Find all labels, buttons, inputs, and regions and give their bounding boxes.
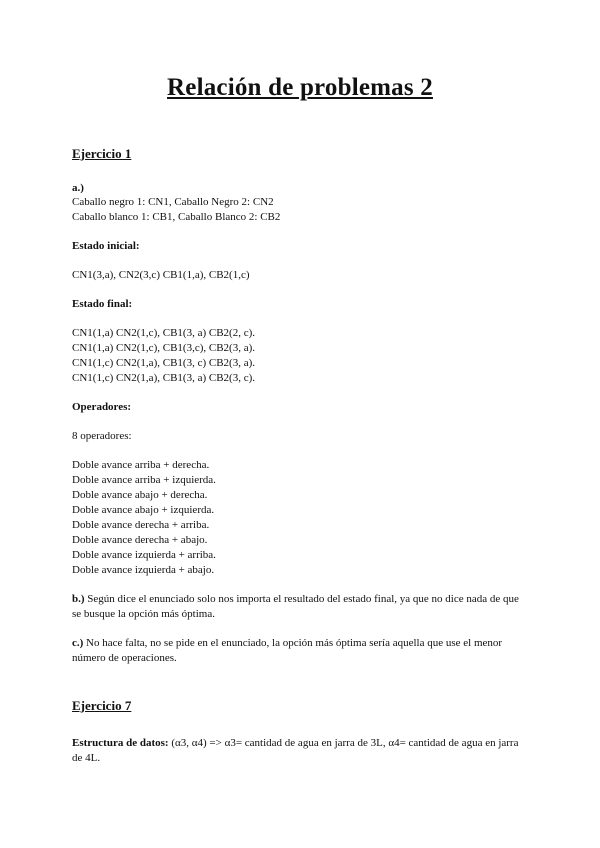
data-structure-text-cont: de 4L. — [72, 752, 101, 764]
operator-item: Doble avance arriba + izquierda. — [72, 474, 216, 486]
knight-definition-white: Caballo blanco 1: CB1, Caballo Blanco 2: CB2 — [72, 211, 281, 223]
data-structure-label: Estructura de datos: — [72, 737, 169, 749]
initial-state: CN1(3,a), CN2(3,c) CB1(1,a), CB2(1,c) — [72, 269, 250, 281]
part-c-text: No hace falta, no se pide en el enunciado, la opción más óptima sería aquella que use el menor — [86, 637, 503, 649]
operator-item: Doble avance derecha + arriba. — [72, 519, 210, 531]
data-structure-line — [72, 736, 518, 751]
exercise-7-heading: Ejercicio 7 — [72, 698, 132, 713]
final-state-line: CN1(1,c) CN2(1,a), CB1(3, c) CB2(3, a). — [72, 357, 255, 369]
final-state-line: CN1(1,c) CN2(1,a), CB1(3, a) CB2(3, c). — [72, 372, 255, 384]
part-c-text-cont: número de operaciones. — [72, 652, 177, 664]
operator-item: Doble avance izquierda + arriba. — [72, 549, 216, 561]
final-state-label: Estado final: — [72, 298, 133, 310]
knight-definition-black: Caballo negro 1: CN1, Caballo Negro 2: CN2 — [72, 196, 274, 208]
operator-item: Doble avance abajo + izquierda. — [72, 504, 215, 516]
part-b-text-cont: se busque la opción más óptima. — [72, 608, 215, 620]
part-b-label: b.) — [72, 593, 85, 605]
part-c-answer — [72, 636, 502, 651]
operator-item: Doble avance arriba + derecha. — [72, 459, 210, 471]
operators-label: Operadores: — [72, 401, 132, 413]
page-title: Relación de problemas 2 — [167, 74, 433, 101]
final-state-line: CN1(1,a) CN2(1,c), CB1(3,c), CB2(3, a). — [72, 342, 255, 354]
exercise-1-heading: Ejercicio 1 — [72, 146, 132, 161]
part-b-text: Según dice el enunciado solo nos importa el resultado del estado final, ya que no dice nada de que — [87, 593, 519, 605]
operator-item: Doble avance abajo + derecha. — [72, 489, 208, 501]
operator-item: Doble avance izquierda + abajo. — [72, 564, 215, 576]
initial-state-label: Estado inicial: — [72, 240, 140, 252]
part-b-answer — [72, 592, 519, 607]
part-c-label: c.) — [72, 637, 84, 649]
operator-item: Doble avance derecha + abajo. — [72, 534, 208, 546]
final-state-line: CN1(1,a) CN2(1,c), CB1(3, a) CB2(2, c). — [72, 327, 255, 339]
data-structure-text: (α3, α4) => α3= cantidad de agua en jarra de 3L, α4= cantidad de agua en jarra — [171, 737, 519, 749]
operators-count: 8 operadores: — [72, 430, 132, 442]
part-a-label: a.) — [72, 182, 84, 194]
